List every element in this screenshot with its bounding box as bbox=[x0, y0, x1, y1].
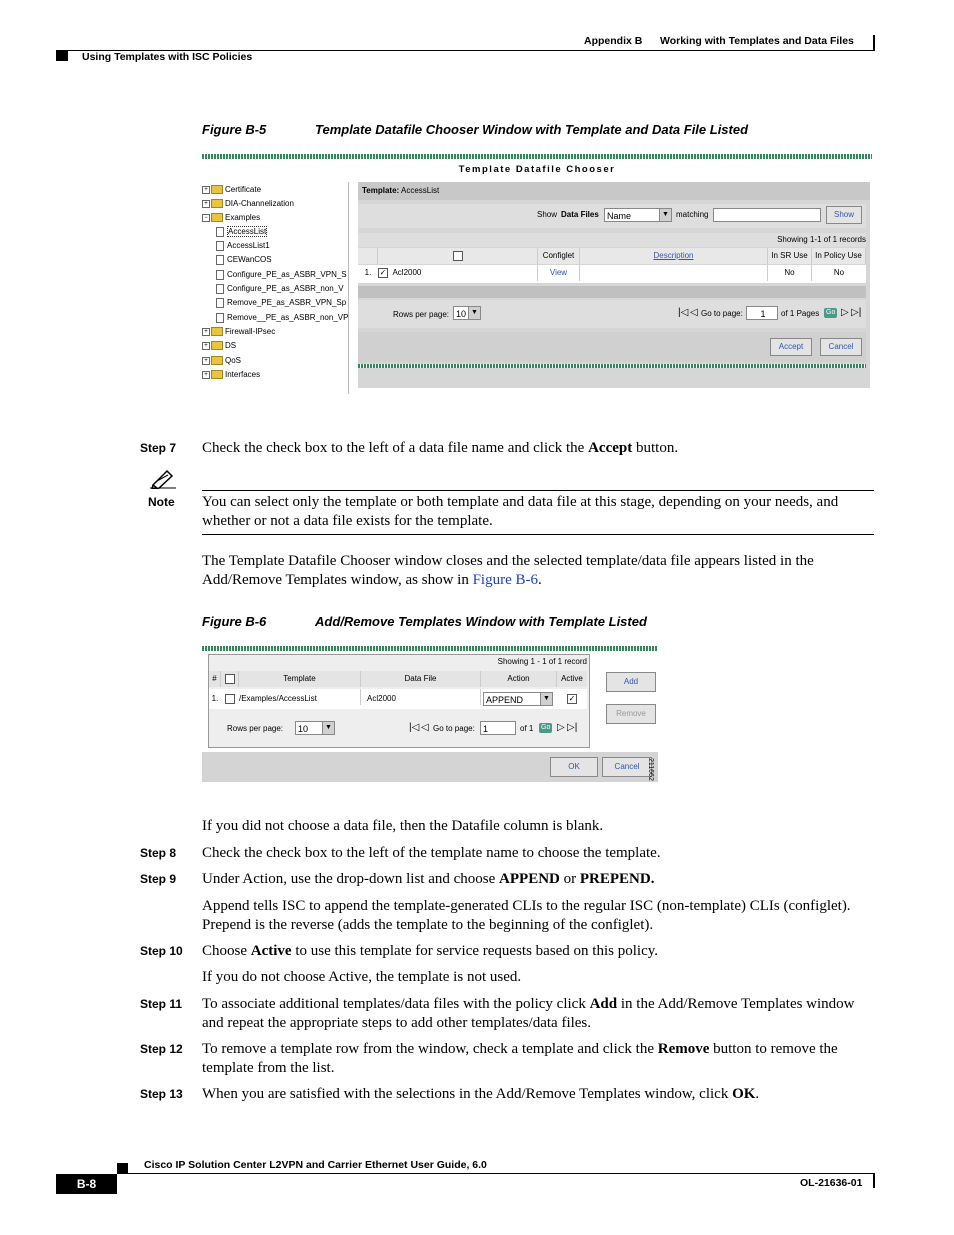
header-block bbox=[56, 51, 68, 61]
expand-icon[interactable]: + bbox=[202, 371, 210, 379]
select-all-checkbox[interactable] bbox=[225, 674, 235, 684]
page-number: B-8 bbox=[56, 1174, 117, 1194]
paragraph-append: Append tells ISC to append the template-generated CLIs to the regular ISC (non-template) CLIs (configlet). Prepend is the reverse (adds the template to the beginning of the configlet). bbox=[202, 898, 851, 933]
datafile-name: Acl2000 bbox=[392, 268, 422, 277]
prev-page-icon[interactable]: ◁ bbox=[421, 722, 429, 733]
table-header: # Template Data File Action Active bbox=[209, 671, 587, 687]
expand-icon[interactable]: + bbox=[202, 328, 210, 336]
show-select[interactable]: Name ▼ bbox=[604, 208, 672, 222]
rows-per-page-select[interactable]: 10 ▼ bbox=[295, 721, 335, 735]
first-page-icon[interactable]: |◁ bbox=[678, 307, 689, 318]
running-header-chapter: Working with Templates and Data Files bbox=[660, 35, 854, 47]
go-button[interactable]: Go bbox=[541, 724, 551, 731]
chevron-down-icon: ▼ bbox=[468, 307, 480, 319]
template-name: AccessList bbox=[400, 186, 440, 195]
doc-id: OL-21636-01 bbox=[800, 1177, 863, 1189]
paragraph-datafile-blank: If you did not choose a data file, then the Datafile column is blank. bbox=[202, 818, 604, 834]
chooser-panel bbox=[358, 182, 870, 388]
footer-title: Cisco IP Solution Center L2VPN and Carrier Ethernet User Guide, 6.0 bbox=[144, 1159, 487, 1171]
datafile-name: Acl2000 bbox=[361, 689, 481, 705]
col-in-policy-use: In Policy Use bbox=[812, 248, 866, 264]
expand-icon[interactable]: + bbox=[202, 200, 210, 208]
folder-icon bbox=[211, 199, 223, 208]
view-link[interactable]: View bbox=[538, 265, 580, 281]
folder-icon bbox=[211, 356, 223, 365]
select-all-checkbox[interactable] bbox=[453, 251, 463, 261]
step-9-text: Under Action, use the drop-down list and choose APPEND or PREPEND. bbox=[202, 871, 655, 887]
running-header-appendix: Appendix B bbox=[584, 35, 643, 47]
col-action: Action bbox=[481, 671, 557, 687]
header-rule-vertical bbox=[873, 35, 875, 51]
figure-5-label: Figure B-5 bbox=[202, 122, 267, 137]
step-8-label: Step 8 bbox=[140, 846, 177, 860]
folder-icon bbox=[211, 341, 223, 350]
pencil-icon bbox=[150, 467, 176, 489]
add-button[interactable]: Add bbox=[606, 672, 656, 692]
folder-open-icon bbox=[211, 213, 223, 222]
note-text: You can select only the template or both template and data file at this stage, depending on your needs, and whether or not a data file exists for the template. bbox=[202, 494, 839, 529]
figure-id: 211662 bbox=[647, 758, 654, 781]
tree-item-accesslist[interactable]: AccessList bbox=[216, 226, 267, 238]
expand-icon[interactable]: + bbox=[202, 342, 210, 350]
row-checkbox[interactable]: ✓ bbox=[379, 267, 387, 277]
footer-rule-vertical bbox=[873, 1174, 875, 1188]
button-bar bbox=[202, 752, 658, 782]
file-icon bbox=[216, 270, 224, 280]
tree-item-interfaces[interactable]: + Interfaces bbox=[202, 369, 260, 381]
filter-row: Show Data Files Name ▼ matching Show bbox=[358, 204, 866, 228]
chevron-down-icon: ▼ bbox=[659, 209, 671, 221]
folder-icon bbox=[211, 370, 223, 379]
col-configlet: Configlet bbox=[538, 248, 580, 264]
next-page-icon[interactable]: ▷ bbox=[841, 307, 849, 318]
cancel-button[interactable]: Cancel bbox=[820, 338, 862, 356]
step-13-label: Step 13 bbox=[140, 1087, 183, 1101]
tree-item-remove-nonv[interactable]: Remove__PE_as_ASBR_non_VP bbox=[216, 312, 348, 324]
active-checkbox[interactable]: ✓ bbox=[568, 693, 576, 703]
file-icon bbox=[216, 284, 224, 294]
step-10-label: Step 10 bbox=[140, 944, 183, 958]
footer-rule bbox=[117, 1173, 875, 1174]
action-select[interactable]: APPEND ▼ bbox=[483, 692, 553, 706]
tree-item-configure-nonv[interactable]: Configure_PE_as_ASBR_non_V bbox=[216, 283, 344, 295]
ok-button[interactable]: OK bbox=[550, 757, 598, 777]
file-icon bbox=[216, 313, 224, 323]
step-12-label: Step 12 bbox=[140, 1042, 183, 1056]
prev-page-icon[interactable]: ◁ bbox=[690, 307, 698, 318]
col-description[interactable]: Description bbox=[580, 248, 768, 264]
step-8-text: Check the check box to the left of the template name to choose the template. bbox=[202, 845, 661, 861]
tree-item-certificate[interactable]: + Certificate bbox=[202, 184, 261, 196]
row-checkbox[interactable] bbox=[225, 694, 235, 704]
table-row: 1. ✓ Acl2000 View No No bbox=[358, 265, 866, 283]
cancel-button[interactable]: Cancel bbox=[602, 757, 652, 777]
last-page-icon[interactable]: ▷| bbox=[567, 722, 578, 733]
step-9-label: Step 9 bbox=[140, 872, 177, 886]
step-7-text: Check the check box to the left of a data file name and click the Accept button. bbox=[202, 440, 679, 456]
pagination-row: Rows per page: 10 ▼ |◁ ◁ Go to page: 1 of 1 Pages Go ▷ ▷| bbox=[358, 300, 866, 328]
tree-item-ds[interactable]: + DS bbox=[202, 340, 236, 352]
paragraph-closes: The Template Datafile Chooser window closes and the selected template/data file appears listed in the Add/Remove Templates window, as show in Figure B-6. bbox=[202, 553, 814, 588]
file-icon bbox=[216, 241, 224, 251]
footer-block bbox=[117, 1163, 128, 1173]
note-rule-bottom bbox=[202, 534, 874, 535]
accept-button[interactable]: Accept bbox=[770, 338, 812, 356]
expand-icon[interactable]: + bbox=[202, 357, 210, 365]
rows-per-page-select[interactable]: 10 ▼ bbox=[453, 306, 481, 320]
note-label: Note bbox=[148, 495, 175, 509]
file-icon bbox=[216, 298, 224, 308]
template-tree bbox=[202, 182, 349, 394]
col-active: Active bbox=[561, 674, 583, 683]
note-rule-top bbox=[202, 490, 874, 491]
remove-button[interactable]: Remove bbox=[606, 704, 656, 724]
collapse-icon[interactable]: − bbox=[202, 214, 210, 222]
col-template: Template bbox=[239, 671, 361, 687]
paragraph-not-active: If you do not choose Active, the template is not used. bbox=[202, 969, 522, 985]
in-sr-use-value: No bbox=[768, 265, 812, 281]
table-header bbox=[358, 248, 866, 264]
records-info: Showing 1 - 1 of 1 record bbox=[497, 657, 587, 666]
matching-input[interactable] bbox=[713, 208, 821, 222]
file-icon bbox=[216, 227, 224, 237]
figure-5-caption: Template Datafile Chooser Window with Template and Data File Listed bbox=[315, 122, 749, 137]
tree-item-remove-vpn[interactable]: Remove_PE_as_ASBR_VPN_Sp bbox=[216, 297, 346, 309]
step-12-text: To remove a template row from the window, check a template and click the Remove button to remove the template from the list. bbox=[202, 1041, 838, 1076]
tree-item-accesslist1[interactable]: AccessList1 bbox=[216, 240, 270, 252]
folder-icon bbox=[211, 185, 223, 194]
step-7-label: Step 7 bbox=[140, 441, 177, 455]
page-input[interactable]: 1 bbox=[746, 306, 778, 320]
file-icon bbox=[216, 255, 224, 265]
in-policy-use-value: No bbox=[833, 268, 845, 277]
template-path: /Examples/AccessList bbox=[239, 689, 361, 705]
figure-6-label: Figure B-6 bbox=[202, 614, 267, 629]
templates-table-panel bbox=[208, 654, 590, 748]
chevron-down-icon: ▼ bbox=[540, 693, 552, 705]
col-in-sr-use: In SR Use bbox=[768, 248, 812, 264]
tree-item-qos[interactable]: + QoS bbox=[202, 355, 241, 367]
page-input[interactable]: 1 bbox=[480, 721, 516, 735]
step-13-text: When you are satisfied with the selections in the Add/Remove Templates window, click OK. bbox=[202, 1086, 760, 1102]
records-info: Showing 1-1 of 1 records bbox=[358, 233, 866, 247]
show-button[interactable]: Show bbox=[826, 206, 862, 224]
go-button[interactable]: Go bbox=[826, 309, 836, 316]
next-page-icon[interactable]: ▷ bbox=[557, 722, 565, 733]
col-data-file: Data File bbox=[361, 671, 481, 687]
figure-5-screenshot bbox=[202, 154, 874, 394]
tree-item-configure-vpn[interactable]: Configure_PE_as_ASBR_VPN_S bbox=[216, 269, 347, 281]
tree-item-cewancos[interactable]: CEWanCOS bbox=[216, 254, 272, 266]
folder-icon bbox=[211, 327, 223, 336]
button-bar bbox=[358, 332, 866, 362]
step-11-text: To associate additional templates/data files with the policy click Add in the Add/Remove Templates window and repeat the appropriate steps to add other templates/data files. bbox=[202, 996, 855, 1031]
step-11-label: Step 11 bbox=[140, 997, 183, 1011]
last-page-icon[interactable]: ▷| bbox=[851, 307, 862, 318]
expand-icon[interactable]: + bbox=[202, 186, 210, 194]
tree-item-examples[interactable]: − Examples bbox=[202, 212, 260, 224]
table-row: 1. /Examples/AccessList Acl2000 APPEND ▼ ✓ bbox=[209, 689, 587, 709]
figure-6-caption: Add/Remove Templates Window with Template Listed bbox=[315, 614, 647, 629]
step-10-text: Choose Active to use this template for service requests based on this policy. bbox=[202, 943, 659, 959]
side-buttons bbox=[600, 664, 658, 754]
running-header-section: Using Templates with ISC Policies bbox=[82, 51, 253, 63]
template-bar: Template: AccessList bbox=[358, 182, 870, 200]
tree-item-dia[interactable]: + DIA-Channelization bbox=[202, 198, 294, 210]
tree-item-firewall[interactable]: + Firewall-IPsec bbox=[202, 326, 275, 338]
window-title: Template Datafile Chooser bbox=[202, 159, 872, 181]
first-page-icon[interactable]: |◁ bbox=[409, 722, 420, 733]
figure-b6-link[interactable]: Figure B-6 bbox=[472, 572, 539, 588]
chevron-down-icon: ▼ bbox=[322, 722, 334, 734]
figure-6-screenshot bbox=[202, 646, 660, 786]
pagination-row: Rows per page: 10 ▼ |◁ ◁ Go to page: 1 of 1 Go ▷ ▷| bbox=[227, 722, 578, 734]
